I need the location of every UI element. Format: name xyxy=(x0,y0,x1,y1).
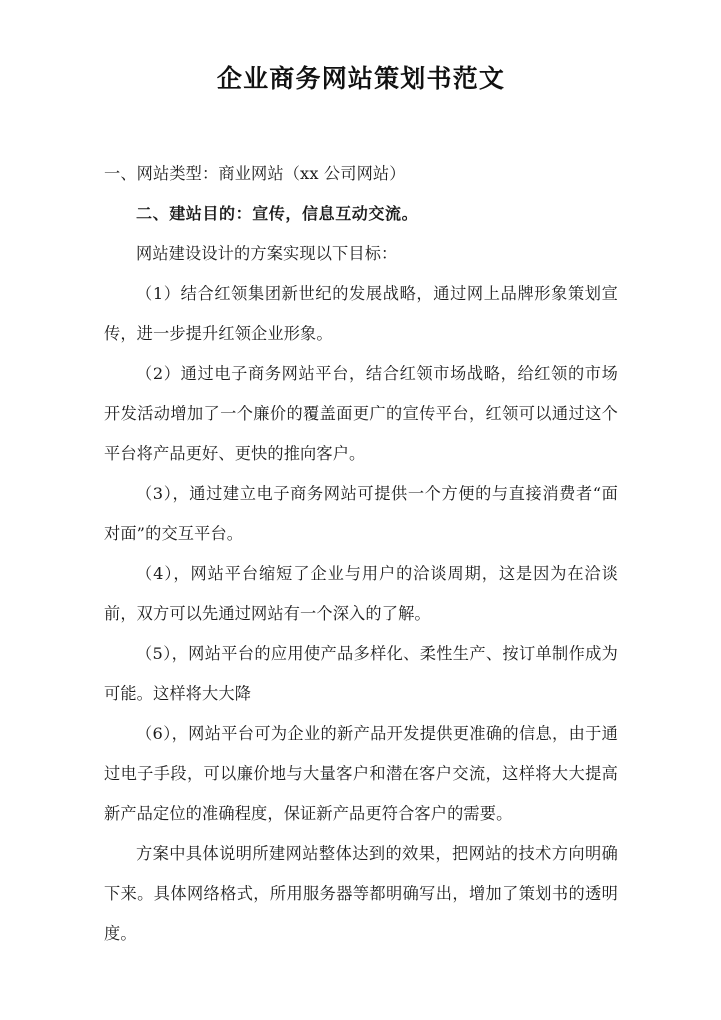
paragraph-goal-4: （4），网站平台缩短了企业与用户的洽谈周期，这是因为在洽谈前，双方可以先通过网站有一个深入的了解。 xyxy=(104,564,618,623)
paragraph-site-purpose: 二、建站目的：宣传，信息互动交流。 xyxy=(136,204,419,223)
paragraph-goals-lead: 网站建设设计的方案实现以下目标： xyxy=(136,244,398,263)
paragraph-goal-1: （1）结合红领集团新世纪的发展战略，通过网上品牌形象策划宣传，进一步提升红领企业形象。 xyxy=(104,284,618,343)
paragraph-goal-3: （3），通过建立电子商务网站可提供一个方便的与直接消费者“面对面”的交互平台。 xyxy=(104,484,618,543)
paragraph-plan-summary: 方案中具体说明所建网站整体达到的效果，把网站的技术方向明确下来。具体网络格式，所用服务器等都明确写出，增加了策划书的透明度。 xyxy=(104,844,618,943)
paragraph-site-type: 一、网站类型：商业网站（xx 公司网站） xyxy=(104,164,406,183)
paragraph-goal-6: （6），网站平台可为企业的新产品开发提供更准确的信息，由于通过电子手段，可以廉价地与大量客户和潜在客户交流，这样将大大提高新产品定位的准确程度，保证新产品更符合客户的需要。 xyxy=(104,724,618,823)
document-body xyxy=(104,62,618,954)
paragraph-goal-5: （5），网站平台的应用使产品多样化、柔性生产、按订单制作成为可能。这样将大大降 xyxy=(104,644,618,703)
title-spacer xyxy=(104,96,618,154)
paragraph-goal-2: （2）通过电子商务网站平台，结合红领市场战略，给红领的市场开发活动增加了一个廉价的覆盖面更广的宣传平台，红领可以通过这个平台将产品更好、更快的推向客户。 xyxy=(104,364,618,463)
page-title: 企业商务网站策划书范文 xyxy=(216,64,506,93)
